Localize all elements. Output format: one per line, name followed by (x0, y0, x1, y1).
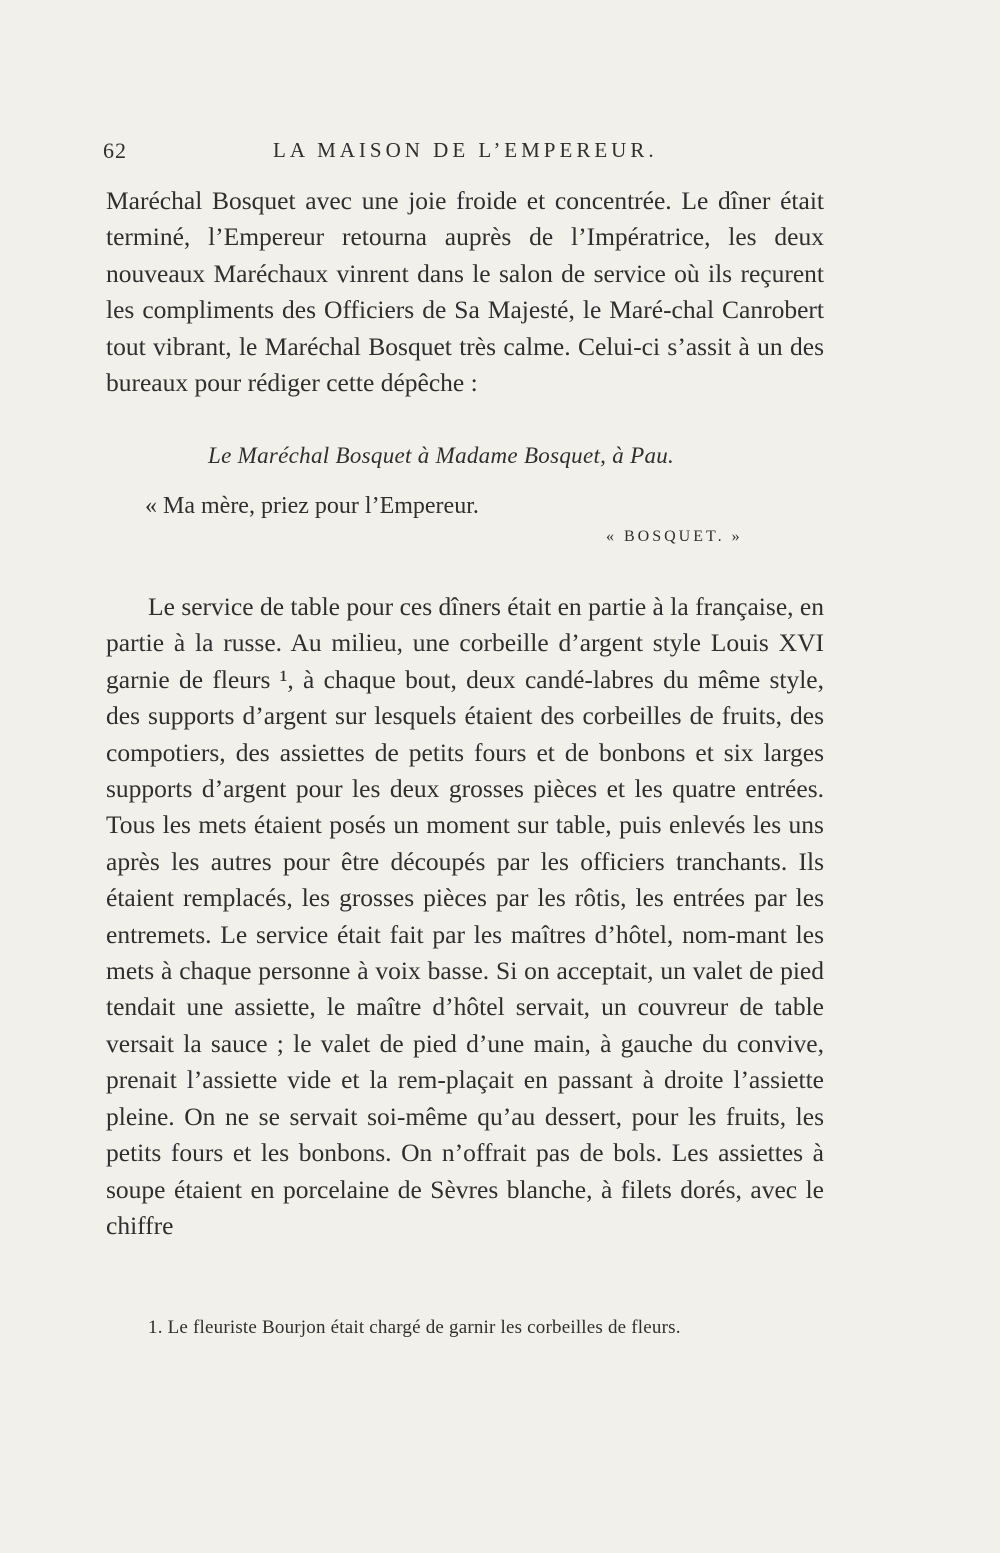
letter-signature: « BOSQUET. » (606, 528, 743, 545)
paragraph-2: Le service de table pour ces dîners était en partie à la française, en partie à la russe. Au milieu, une corbeille d’argent style Louis XVI garnie de fleurs ¹, à chaque bout, deux candé-labres du même style, des supports d’argent sur lesquels étaient des corbeilles de fruits, des compotiers, des assiettes de petits fours et de bonbons et six larges supports d’argent pour les deux grosses pièces et les quatre entrées. Tous les mets étaient posés un moment sur table, puis enlevés les uns après les autres pour être découpés par les officiers tranchants. Ils étaient remplacés, les grosses pièces par les rôtis, les entrées par les entremets. Le service était fait par les maîtres d’hôtel, nom-mant les mets à chaque personne à voix basse. Si on acceptait, un valet de pied tendait une assiette, le maître d’hôtel servait, un couvreur de table versait la sauce ; le valet de pied d’une main, à gauche du convive, prenait l’assiette vide et la rem-plaçait en passant à droite l’assiette pleine. On ne se servait soi-même qu’au dessert, pour les fruits, les petits fours et les bonbons. On n’offrait pas de bols. Les assiettes à soupe étaient en porcelaine de Sèvres blanche, à filets dorés, avec le chiffre (106, 592, 824, 1240)
paragraph-1: Maréchal Bosquet avec une joie froide et concentrée. Le dîner était terminé, l’Empereur retourna auprès de l’Impératrice, les deux nouveaux Maréchaux vinrent dans le salon de service où ils reçurent les compliments des Officiers de Sa Majesté, le Maré-chal Canrobert tout vibrant, le Maréchal Bosquet très calme. Celui-ci s’assit à un des bureaux pour rédiger cette dépêche : (106, 186, 824, 398)
page-number: 62 (103, 138, 127, 163)
footnote: 1. Le fleuriste Bourjon était chargé de garnir les corbeilles de fleurs. (148, 1317, 681, 1338)
letter-body: « Ma mère, priez pour l’Empereur. (145, 493, 479, 519)
running-title: LA MAISON DE L’EMPEREUR. (273, 138, 658, 162)
letter-heading: Le Maréchal Bosquet à Madame Bosquet, à Pau. (208, 443, 675, 468)
page-header (103, 138, 823, 168)
